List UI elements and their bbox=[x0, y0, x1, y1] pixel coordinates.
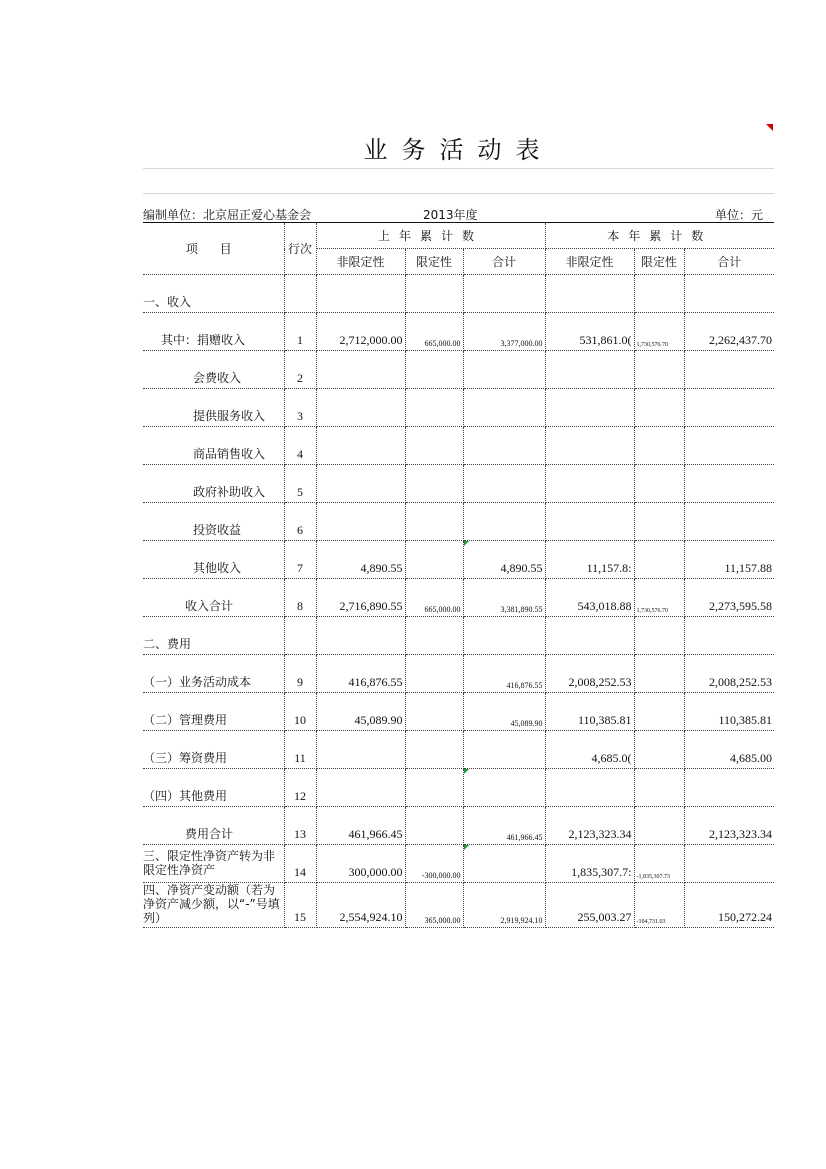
header-this-total: 合计 bbox=[684, 249, 774, 275]
table-row bbox=[143, 693, 774, 731]
cell-c3 bbox=[463, 389, 545, 427]
cell-c2 bbox=[405, 655, 463, 693]
table-row bbox=[143, 541, 774, 579]
table-row bbox=[143, 731, 774, 769]
table-row bbox=[143, 655, 774, 693]
cell-c1 bbox=[316, 731, 405, 769]
cell-c6 bbox=[684, 275, 774, 313]
row-label: （一）业务活动成本 bbox=[143, 655, 284, 693]
row-label: 会费收入 bbox=[143, 351, 284, 389]
row-line-no: 6 bbox=[284, 503, 316, 541]
cell-c6: 4,685.00 bbox=[684, 731, 774, 769]
cell-c6 bbox=[684, 503, 774, 541]
cell-c1: 2,712,000.00 bbox=[316, 313, 405, 351]
row-label: 商品销售收入 bbox=[143, 427, 284, 465]
title-divider-bottom bbox=[143, 193, 774, 194]
cell-c6 bbox=[684, 617, 774, 655]
cell-c3: 45,089.90 bbox=[463, 693, 545, 731]
cell-c6: 2,123,323.34 bbox=[684, 807, 774, 845]
row-line-no: 11 bbox=[284, 731, 316, 769]
row-label: 收入合计 bbox=[143, 579, 284, 617]
row-line-no: 14 bbox=[284, 845, 316, 883]
cell-c3 bbox=[463, 351, 545, 389]
cell-c2 bbox=[405, 617, 463, 655]
cell-c5 bbox=[634, 617, 684, 655]
cell-c2 bbox=[405, 275, 463, 313]
cell-c5 bbox=[634, 427, 684, 465]
row-label: 投资收益 bbox=[143, 503, 284, 541]
cell-c3: 461,966.45 bbox=[463, 807, 545, 845]
row-line-no: 8 bbox=[284, 579, 316, 617]
table-row bbox=[143, 769, 774, 807]
cell-c5 bbox=[634, 807, 684, 845]
row-line-no: 9 bbox=[284, 655, 316, 693]
cell-c4 bbox=[545, 503, 634, 541]
row-line-no: 1 bbox=[284, 313, 316, 351]
table-row bbox=[143, 351, 774, 389]
cell-c3: 3,381,890.55 bbox=[463, 579, 545, 617]
table-row bbox=[143, 465, 774, 503]
row-label: 一、收入 bbox=[143, 275, 284, 313]
row-label: （三）筹资费用 bbox=[143, 731, 284, 769]
cell-c6 bbox=[684, 389, 774, 427]
row-label: 其中：捐赠收入 bbox=[143, 313, 284, 351]
row-line-no: 2 bbox=[284, 351, 316, 389]
row-line-no: 13 bbox=[284, 807, 316, 845]
cell-c5: 1,730,576.70 bbox=[634, 579, 684, 617]
row-line-no bbox=[284, 275, 316, 313]
cell-c3: 2,919,924.10 bbox=[463, 883, 545, 928]
header-line-no: 行次 bbox=[284, 223, 316, 275]
activity-table bbox=[143, 222, 774, 928]
cell-c3 bbox=[463, 465, 545, 503]
cell-c1 bbox=[316, 275, 405, 313]
table-row bbox=[143, 275, 774, 313]
row-line-no: 12 bbox=[284, 769, 316, 807]
row-line-no: 7 bbox=[284, 541, 316, 579]
cell-c3 bbox=[463, 845, 545, 883]
row-label: 四、净资产变动额（若为净资产减少额，以“-”号填列） bbox=[143, 883, 284, 928]
cell-c3: 4,890.55 bbox=[463, 541, 545, 579]
cell-c6: 150,272.24 bbox=[684, 883, 774, 928]
cell-c2: -300,000.00 bbox=[405, 845, 463, 883]
cell-c3 bbox=[463, 769, 545, 807]
row-label: 费用合计 bbox=[143, 807, 284, 845]
cell-c4 bbox=[545, 275, 634, 313]
cell-c5 bbox=[634, 389, 684, 427]
row-label: 其他收入 bbox=[143, 541, 284, 579]
cell-c2: 665,000.00 bbox=[405, 313, 463, 351]
cell-c4: 110,385.81 bbox=[545, 693, 634, 731]
row-line-no bbox=[284, 617, 316, 655]
cell-c3 bbox=[463, 617, 545, 655]
cell-c6 bbox=[684, 351, 774, 389]
row-line-no: 15 bbox=[284, 883, 316, 928]
cell-c3 bbox=[463, 731, 545, 769]
cell-c1 bbox=[316, 617, 405, 655]
table-row bbox=[143, 313, 774, 351]
cell-c5: 1,730,576.70 bbox=[634, 313, 684, 351]
header-prev-unrestricted: 非限定性 bbox=[316, 249, 405, 275]
cell-c6: 2,273,595.58 bbox=[684, 579, 774, 617]
cell-c6 bbox=[684, 845, 774, 883]
report-title: 业务活动表 bbox=[363, 136, 554, 164]
table-row bbox=[143, 845, 774, 883]
cell-c2 bbox=[405, 351, 463, 389]
cell-c1 bbox=[316, 503, 405, 541]
cell-c2 bbox=[405, 541, 463, 579]
cell-c4: 531,861.0( bbox=[545, 313, 634, 351]
cell-c6 bbox=[684, 769, 774, 807]
row-label: （四）其他费用 bbox=[143, 769, 284, 807]
cell-c1 bbox=[316, 351, 405, 389]
cell-c4 bbox=[545, 465, 634, 503]
cell-c5 bbox=[634, 655, 684, 693]
cell-c1: 461,966.45 bbox=[316, 807, 405, 845]
cell-c4: 255,003.27 bbox=[545, 883, 634, 928]
cell-c1 bbox=[316, 389, 405, 427]
row-line-no: 3 bbox=[284, 389, 316, 427]
cell-c2 bbox=[405, 389, 463, 427]
cell-c5 bbox=[634, 503, 684, 541]
cell-c5 bbox=[634, 693, 684, 731]
cell-c5 bbox=[634, 465, 684, 503]
row-line-no: 4 bbox=[284, 427, 316, 465]
cell-c3: 3,377,000.00 bbox=[463, 313, 545, 351]
header-this-restricted: 限定性 bbox=[634, 249, 684, 275]
cell-c4 bbox=[545, 769, 634, 807]
header-prev-total: 合计 bbox=[463, 249, 545, 275]
header-prev-restricted: 限定性 bbox=[405, 249, 463, 275]
row-label: （二）管理费用 bbox=[143, 693, 284, 731]
cell-c5 bbox=[634, 351, 684, 389]
table-row bbox=[143, 807, 774, 845]
cell-c4 bbox=[545, 427, 634, 465]
cell-c3 bbox=[463, 427, 545, 465]
cell-c5: -1,835,307.73 bbox=[634, 845, 684, 883]
cell-c4 bbox=[545, 617, 634, 655]
org-label: 编制单位：北京屈正爱心基金会 bbox=[143, 208, 312, 222]
header-this-year: 本年累计数 bbox=[545, 223, 774, 249]
cell-c5 bbox=[634, 275, 684, 313]
cell-c2 bbox=[405, 769, 463, 807]
header-this-unrestricted: 非限定性 bbox=[545, 249, 634, 275]
table-row bbox=[143, 883, 774, 928]
table-row bbox=[143, 389, 774, 427]
cell-c6 bbox=[684, 427, 774, 465]
cell-c1 bbox=[316, 427, 405, 465]
cell-c2 bbox=[405, 427, 463, 465]
cell-c4: 543,018.88 bbox=[545, 579, 634, 617]
cell-c2 bbox=[405, 503, 463, 541]
cell-c5 bbox=[634, 769, 684, 807]
cell-c2 bbox=[405, 731, 463, 769]
row-label: 提供服务收入 bbox=[143, 389, 284, 427]
row-label: 二、费用 bbox=[143, 617, 284, 655]
cell-c4: 11,157.8: bbox=[545, 541, 634, 579]
table-row bbox=[143, 617, 774, 655]
cell-c4: 2,008,252.53 bbox=[545, 655, 634, 693]
table-row bbox=[143, 503, 774, 541]
cell-c3 bbox=[463, 503, 545, 541]
cell-c6: 11,157.88 bbox=[684, 541, 774, 579]
cell-c1: 2,554,924.10 bbox=[316, 883, 405, 928]
cell-c6: 2,008,252.53 bbox=[684, 655, 774, 693]
row-line-no: 10 bbox=[284, 693, 316, 731]
cell-c1: 2,716,890.55 bbox=[316, 579, 405, 617]
row-label: 政府补助收入 bbox=[143, 465, 284, 503]
table-row bbox=[143, 579, 774, 617]
cell-c4: 4,685.0( bbox=[545, 731, 634, 769]
unit-label: 单位：元 bbox=[715, 208, 764, 222]
cell-c1: 4,890.55 bbox=[316, 541, 405, 579]
table-row bbox=[143, 427, 774, 465]
row-label: 三、限定性净资产转为非限定性净资产 bbox=[143, 845, 284, 883]
title-divider-top bbox=[143, 168, 774, 169]
cell-c2 bbox=[405, 693, 463, 731]
cell-c2 bbox=[405, 807, 463, 845]
cell-c1: 416,876.55 bbox=[316, 655, 405, 693]
cell-c4: 2,123,323.34 bbox=[545, 807, 634, 845]
year-label: 2013年度 bbox=[423, 208, 478, 222]
header-prev-year: 上年累计数 bbox=[316, 223, 545, 249]
cell-c1: 300,000.00 bbox=[316, 845, 405, 883]
cell-c1 bbox=[316, 769, 405, 807]
row-line-no: 5 bbox=[284, 465, 316, 503]
cell-c4: 1,835,307.7: bbox=[545, 845, 634, 883]
cell-c2 bbox=[405, 465, 463, 503]
cell-c5: -104,731.03 bbox=[634, 883, 684, 928]
cell-c1 bbox=[316, 465, 405, 503]
cell-c2: 365,000.00 bbox=[405, 883, 463, 928]
cell-c5 bbox=[634, 541, 684, 579]
header-item: 项 目 bbox=[143, 223, 284, 275]
cell-c3: 416,876.55 bbox=[463, 655, 545, 693]
cell-c4 bbox=[545, 351, 634, 389]
cell-c3 bbox=[463, 275, 545, 313]
cell-c4 bbox=[545, 389, 634, 427]
cell-c5 bbox=[634, 731, 684, 769]
cell-c6: 110,385.81 bbox=[684, 693, 774, 731]
cell-c6 bbox=[684, 465, 774, 503]
cell-c1: 45,089.90 bbox=[316, 693, 405, 731]
cell-c6: 2,262,437.70 bbox=[684, 313, 774, 351]
cell-c2: 665,000.00 bbox=[405, 579, 463, 617]
